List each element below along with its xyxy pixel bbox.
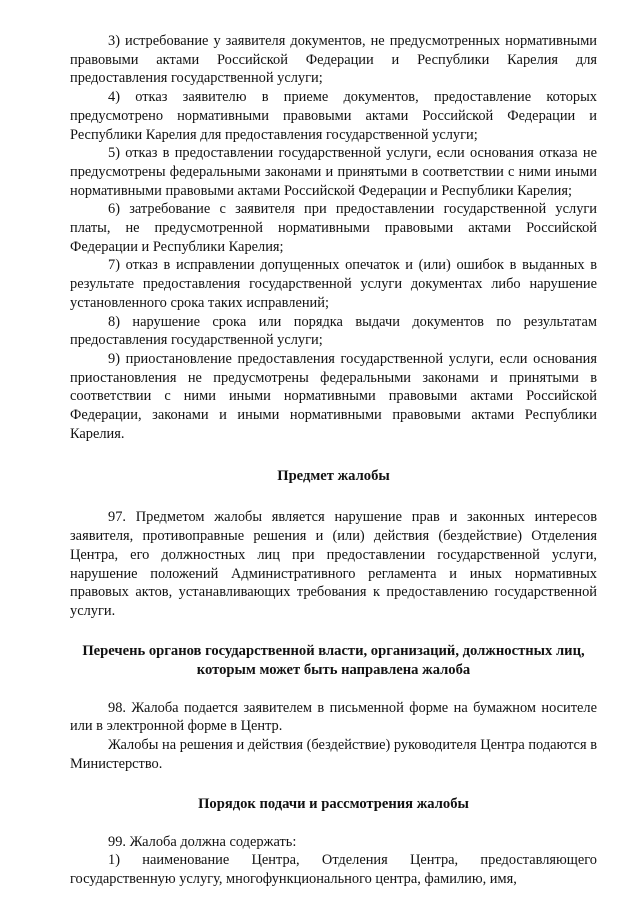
section-heading-order: Порядок подачи и рассмотрения жалобы xyxy=(198,795,469,812)
section-heading-organs: Перечень органов государственной власти, организаций, должностных лиц, которым может быть направлена жалоба xyxy=(82,642,585,678)
section-heading-subject: Предмет жалобы xyxy=(277,468,390,485)
list-item-4: 4) отказ заявителю в приеме документов, предоставление которых предусмотрено нормативными правовыми актами Российской Федерации и Республики Карелия для предоставления государственной услуги; xyxy=(70,89,597,143)
list-item-5: 5) отказ в предоставлении государственной услуги, если основания отказа не предусмотрены федеральными законами и принятыми в соответствии с ними иными нормативными правовыми актами Российской Федерации и Республики Карелия; xyxy=(70,145,597,199)
list-item-3: 3) истребование у заявителя документов, не предусмотренных нормативными правовыми актами Российской Федерации и Республики Карелия для предоставления государственной услуги; xyxy=(70,33,597,87)
paragraph-98: 98. Жалоба подается заявителем в письменной форме на бумажном носителе или в электронной форме в Центр. xyxy=(70,699,597,735)
paragraph-99: 99. Жалоба должна содержать: xyxy=(108,833,297,850)
paragraph-98-continued: Жалобы на решения и действия (бездействие) руководителя Центра подаются в Министерство. xyxy=(70,737,597,772)
list-item-9: 9) приостановление предоставления государственной услуги, если основания приостановления не предусмотрены федеральными законами и принятыми в соответствии с ними иными нормативными правовыми актами Российской Федерации, законами и иными нормативными правовыми актами Республики Карелия. xyxy=(70,350,597,442)
list-item-6: 6) затребование с заявителя при предоставлении государственной услуги платы, не предусмотренной нормативными правовыми актами Российской Федерации и Республики Карелия; xyxy=(70,201,597,255)
paragraph-99-item-1: 1) наименование Центра, Отделения Центра, предоставляющего государственную услугу, многофункционального центра, фамилию, имя, xyxy=(70,852,597,887)
paragraph-97: 97. Предметом жалобы является нарушение прав и законных интересов заявителя, противоправные решения и (или) действия (бездействие) Отделения Центра, его должностных лиц при предоставлении государственной услуги, нарушение положений Административного регламента и иных нормативных правовых актов, устанавливающих требования к предоставлению государственной услуги. xyxy=(70,509,597,619)
list-item-7: 7) отказ в исправлении допущенных опечаток и (или) ошибок в выданных в результате предоставления государственной услуги документах либо нарушение установленного срока таких исправлений; xyxy=(70,257,597,311)
list-item-8: 8) нарушение срока или порядка выдачи документов по результатам предоставления государственной услуги; xyxy=(70,313,597,349)
